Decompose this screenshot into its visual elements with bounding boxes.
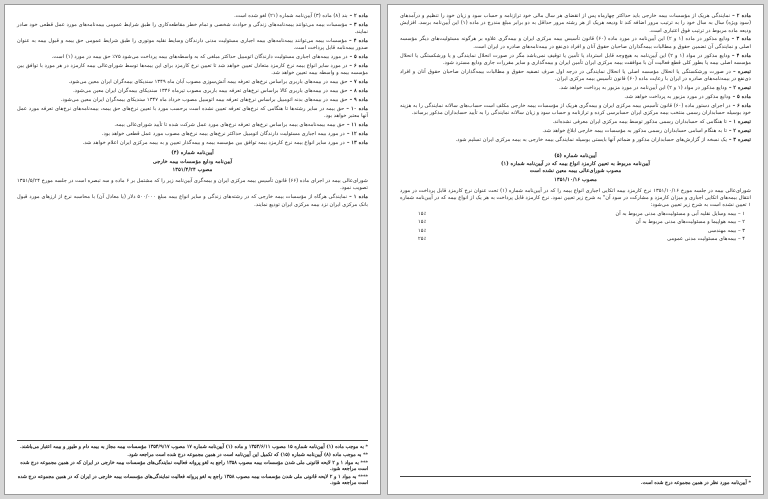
article-paragraph: [17, 22, 368, 37]
rate-label: ۳ – بیمه مهندسی: [707, 227, 745, 234]
article-text: در مورد سایر انواع بیمه نرخ کارمزد متعادل تعیین خواهد شد تا تعیین نرخ کارمزد برای این بیمه‌ها توسط شورای‌عالی بیمه کارمزد در هر مورد با توافق بین مؤسسه بیمه و واسطه بیمه تعیین خواهد شد.: [17, 63, 368, 77]
approval-date: مصوب ۱۳۵۱/۴/۲۴: [172, 166, 213, 173]
article-label: ماده ۶ –: [349, 63, 368, 70]
article-label: ماده ۱۳ –: [346, 139, 368, 146]
rate-label: ۴ – بیمه‌های مسئولیت مدنی عمومی: [667, 235, 745, 242]
article-label: ماده ۱۲ –: [346, 131, 368, 138]
article-text: نمایندگی هریک از مؤسسات بیمه خارجی باید حداکثر چهارماه پس از انقضای هر سال مالی خود ترازنامه و حساب سود و زیان خود را تنظیم و درآمدهای (سود ویژه) سال به سال خود را به ترتیب مرور اضافه کند تا ودیعه هریک از هر رشته مرور حداقل به دو برابر مبلغ مندرج در ماده (۱) این آیین‌نامه برسد. افزایش ودیعه ماده مربوط در ترتیب فوق اعتباری است.: [400, 13, 751, 34]
article-label: ماده ۴ –: [731, 52, 752, 59]
article-label: تبصره ۱ –: [728, 119, 751, 126]
article-text: حق بیمه در سایر رشته‌ها تا هنگامی که نرخ‌های تعرفه تعیین نشده است برحسب مورد با تعیین نرخ‌های حق بیمه، بیمه‌نامه‌های نرخ‌های تعرفه مورد عمل آنها معتبر خواهد بود.: [17, 106, 368, 120]
left-page: [4, 4, 381, 495]
article-text: ودایع مذکور در مورد مزبور به پرداخت خواهد شد.: [624, 93, 731, 100]
article-paragraph: [17, 79, 368, 86]
article-paragraph: [400, 13, 751, 35]
regulation-heading: آیین‌نامه شماره (۴): [171, 150, 214, 157]
article-text: ودایع مذکور در مواد (۱ و ۲) این آیین‌نامه به هیچ‌وجه قابل استرداد یا تأمین یا توقیف نمی‌باشد مگر در صورت انحلال نمایندگی و یا ورشکستگی یا انحلال مؤسسه اصلی بیمه یا بطور کلی قطع فعالیت آن با موافقت بیمه مرکزی ایران تأمین ایران و بیمه‌گذاری و سایر مقررات جاری ودایع مسترد شود.: [400, 52, 751, 66]
article-text: در مورد بیمه اجباری مسئولیت دارندگان اتومبیل حداکثر نرخ‌های بیمه نرخ‌های مصوب مورد عمل قطعی خواهد بود.: [101, 131, 345, 138]
article-text: حق بیمه بیمه‌نامه‌های بیمه براساس نرخ‌های تعرفه نرخ‌های مورد عمل شرکت شده تا تأیید شورای‌عالی بیمه.: [114, 122, 345, 129]
article-label: تبصره ۲ –: [728, 127, 751, 134]
regulation-subheading: آیین‌نامه مربوط به تعیین کارمزد انواع بیمه که در آیین‌نامه شماره (۱): [501, 160, 650, 167]
regulation-subheading: مصوب شورای‌عالی بیمه معین نشده است: [529, 168, 622, 175]
article-label: ماده ۳ –: [349, 21, 368, 28]
article-label: ماده ۴ –: [349, 38, 369, 45]
rate-row: [418, 219, 745, 226]
rate-label: ۲ – بیمه هواپیما و مسئولیت‌های مدنی مربوط به آن: [635, 219, 745, 226]
article-paragraph: [400, 119, 751, 126]
article-paragraph: [400, 94, 751, 101]
article-label: ماده ۸ –: [349, 88, 368, 95]
article-text: نمایندگی هرگاه از مؤسسات بیمه خارجی که در رشته‌های زندگی و سایر انواع بیمه مبلغ ۵۰۰/۰۰۰ دلار (یا معادل آن) با محاسبه نرخ از ارزهای مورد قبول بانک مرکزی ایران نزد بیمه مرکزی ایران تودیع نمایند.: [17, 194, 368, 208]
article-label: ماده ۱۱ –: [346, 122, 368, 129]
rate-value: ۱۵٪: [418, 211, 427, 218]
article-label: تبصره ۲ –: [728, 85, 751, 92]
article-label: ماده ۱ –: [349, 194, 368, 201]
article-paragraph: [17, 140, 368, 147]
right-page-body: [400, 13, 751, 243]
rate-value: ۱۵٪: [418, 219, 427, 226]
article-paragraph: [400, 85, 751, 92]
article-paragraph: [17, 38, 368, 53]
article-text: تا به هنگام اسامی حسابداران رسمی مذکور به مؤسسات بیمه خارجی ابلاغ خواهد شد.: [542, 127, 727, 134]
article-label: ماده ۹ –: [349, 97, 368, 104]
article-paragraph: [17, 97, 368, 104]
article-text: حق بیمه در بیمه‌های باربری براساس نرخ‌های تعرفه بیمه آتش‌سوزی مصوب آبان ماه ۱۳۴۹ سندیکای بیمه‌گران ایران معین می‌شود.: [68, 79, 348, 86]
article-paragraph: [17, 122, 368, 129]
article-label: ماده ۳ –: [731, 36, 751, 43]
article-paragraph: [400, 53, 751, 68]
footnote: *** به مواد ۱ و ۲ لایحه قانونی ملی شدن مؤسسات بیمه مصوب ۱۳۵۸ راجع به لغو پروانه فعالیت نمایندگی‌های مؤسسات بیمه خارجی در ایران که در همین مجموعه درج شده است مراجعه شود.: [20, 459, 368, 473]
footnote: * به موجب ماده (۱) آیین‌نامه شماره ۱۵ مصوب ۱۳۵۳/۶/۱۱ و ماده (۱) آیین‌نامه شماره ۱۷ مصوب ۱۳۵۴/۹/۱۷ مؤسسات بیمه مجاز به بیمه دام و طیور و بیمه اعتبار می‌باشند.: [19, 444, 368, 451]
article-paragraph: [17, 194, 368, 209]
article-label: ماده ۶ –: [732, 102, 751, 109]
article-text: مؤسسات بیمه می‌توانند بیمه‌نامه‌های بیمه اجباری مسئولیت مدنی دارندگان وسایط نقلیه موتوری را طبق شرایط عمومی حق بیمه و قبول بیمه به عنوان صدور بیمه‌نامه قابل پرداخت است.: [17, 38, 368, 52]
intro-paragraph: شورای‌عالی بیمه در جلسه مورخ ۱۳۵۱/۱۰/۱۶ نرخ کارمزد بیمه اتکایی اجباری انواع بیمه را که در آیین‌نامه شماره (۱) تحت عنوان نرخ کارمزد قابل پرداخت در مورد انتقال بیمه‌های اتکایی اجباری و میزان کارمزد و مشارکت در سود آن" به شرح زیر تعیین نمود. نرخ کارمزد قابل پرداخت به هر یک از انواع بیمه که در آیین‌نامه شماره ۱ تعیین نشده است به شرح زیر تعیین می‌شود:: [400, 187, 752, 209]
article-paragraph: [400, 69, 751, 84]
left-page-body: [17, 13, 368, 209]
article-label: ماده ۷ –: [349, 79, 368, 86]
spacer: [400, 146, 751, 150]
article-text: مؤسسات بیمه می‌توانند بیمه‌نامه‌های زندگی و حوادث شخصی و تمام خطر مقاطعه‌کاری را طبق شرایط عمومی بیمه‌نامه‌های مورد عمل قطعی خود صادر نمایند.: [17, 21, 368, 36]
article-paragraph: [17, 88, 368, 95]
article-text: یک نسخه از گزارش‌های حسابداران مذکور و ضمائم آنها بایستی بوسیله نمایندگی بیمه خارجی به بیمه مرکزی ایران تسلیم شود.: [455, 136, 727, 143]
left-footnotes: [17, 440, 368, 488]
article-paragraph: [400, 137, 751, 144]
article-text: بند (۸) ماده (۳) آیین‌نامه شماره (۲۱) لغو شده است.: [234, 13, 348, 19]
article-text: ودایع مذکور در مواد (۱ و ۲) این آیین‌نامه در مورد مزبور به پرداخت خواهد شد.: [559, 85, 727, 92]
article-text: در مورد سایر انواع بیمه نرخ کارمزد بیمه توافق بین مؤسسه بیمه و بیمه‌گذار تعیین و به بیمه مرکزی ایران اعلام خواهد شد.: [82, 139, 345, 146]
article-paragraph: [17, 131, 368, 138]
article-text: در اجرای دستور ماده (۶۰) قانون تأسیس بیمه مرکزی ایران و بیمه‌گری هریک از مؤسسات بیمه خارجی مکلف است حساب‌های سالانه نمایندگی را به هزینه خود بوسیله حسابداران رسمی منتخب بیمه مرکزی ایران حسابرسی کرده و ترازنامه و حساب سود و زیان سالانه نمایندگی را به تأیید حسابداران مذکور برساند.: [400, 102, 751, 117]
rate-value: ۲۵٪: [418, 235, 427, 242]
article-text: در صورت ورشکستگی یا انحلال مؤسسه اصلی یا انحلال نمایندگی در درجه اول صرف تصفیه حقوق و مطالبات بیمه‌گذاران صاحبان حقوق آنان و افراد ذی‌نفع در بیمه‌نامه‌های صادره در ایران با رعایت ماده (۶۰) قانون تأسیس بیمه مرکزی ایران.: [400, 68, 751, 83]
article-label: ماده ۲ –: [349, 13, 368, 19]
regulation-subheading: آیین‌نامه ودایع مؤسسات بیمه خارجی: [152, 158, 233, 165]
footnote: **** به مواد ۱ و ۲ لایحه قانونی ملی شدن مؤسسات بیمه مصوب ۱۳۵۸ راجع به لغو پروانه فعالیت نمایندگی‌های مؤسسات بیمه خارجی در ایران که در همین مجموعه درج شده است مراجعه شود.: [17, 473, 368, 487]
article-paragraph: [400, 128, 751, 135]
footnote: ** به موجب ماده (۸) آیین‌نامه شماره (۱۵) که تکمیل این آیین‌نامه است در همین مجموعه درج شده است مراجعه شود.: [127, 452, 368, 459]
article-paragraph: [17, 178, 368, 193]
rate-row: [418, 211, 745, 218]
article-label: تبصره –: [732, 68, 752, 75]
right-footnotes: [400, 476, 751, 488]
article-label: ماده ۵ –: [732, 93, 751, 100]
article-text: حق بیمه در بیمه‌های بدنه اتومبیل براساس نرخ‌های تعرفه بیمه اتومبیل مصوب خرداد ماه ۱۳۴۷ سندیکای بیمه‌گران ایران معین می‌شود.: [60, 97, 348, 104]
article-text: ودایع مذکور در ماده (۱ و ۲) این آیین‌نامه در مورد ماده (۶۰) قانون تأسیس بیمه مرکزی ایران و بیمه‌گری علاوه بر هرگونه مسئولیت‌های دیگر مؤسسه اصلی و نمایندگی آن تضمین حقوق و مطالبات بیمه‌گذاران صاحبان حقوق آنان و افراد ذی‌نفع در بیمه‌نامه‌های صادره در ایران است.: [400, 36, 751, 50]
article-text: تا هنگامی که حسابداران رسمی مذکور توسط بیمه مرکزی ایران معرفی نشده‌اند.: [552, 119, 727, 126]
article-paragraph: [17, 106, 368, 121]
article-paragraph: [17, 13, 368, 20]
right-page: [387, 4, 764, 495]
article-paragraph: [17, 54, 368, 61]
article-paragraph: [400, 36, 751, 51]
regulation-heading: آیین‌نامه شماره (۵): [554, 152, 597, 159]
article-label: ماده ۲ –: [732, 13, 751, 19]
rate-row: [418, 236, 745, 243]
article-paragraph: [400, 103, 751, 118]
article-label: ماده ۱۰ –: [346, 106, 369, 113]
rate-value: ۱۵٪: [418, 227, 427, 234]
article-paragraph: [17, 63, 368, 78]
rate-label: ۱ – بیمه وسایل نقلیه آبی و مسئولیت‌های مدنی مربوط به آن: [615, 211, 745, 218]
article-text: حق بیمه در بیمه‌های باربری کالا براساس نرخ‌های تعرفه بیمه باربری مصوب تیرماه ۱۳۴۶ سندیکای بیمه‌گران ایران معین می‌شود.: [73, 88, 348, 95]
article-text: در مورد بیمه‌های اجباری مسئولیت دارندگان اتومبیل حداکثر مبلغی که به واسطه‌های بیمه پرداخت می‌شود ۷۵٪ حق بیمه در مورد (۱) است.: [51, 54, 348, 61]
article-label: ماده ۵ –: [349, 54, 368, 61]
article-text: شورای‌عالی بیمه در اجرای ماده (۶۶) قانون تأسیس بیمه مرکزی ایران و بیمه‌گری آیین‌نامه زیر را که مشتمل بر ۶ ماده و سه تبصره است در جلسه مورخ ۱۳۵۱/۵/۲۴ تصویب نمود.: [17, 178, 369, 192]
footnote: * آیین‌نامه مورد نظر در همین مجموعه درج شده است.: [640, 480, 751, 487]
approval-date: مصوب ۱۳۵۱/۱۰/۱۶: [554, 176, 597, 183]
article-label: تبصره ۳ –: [728, 136, 751, 143]
rate-row: [418, 228, 745, 235]
